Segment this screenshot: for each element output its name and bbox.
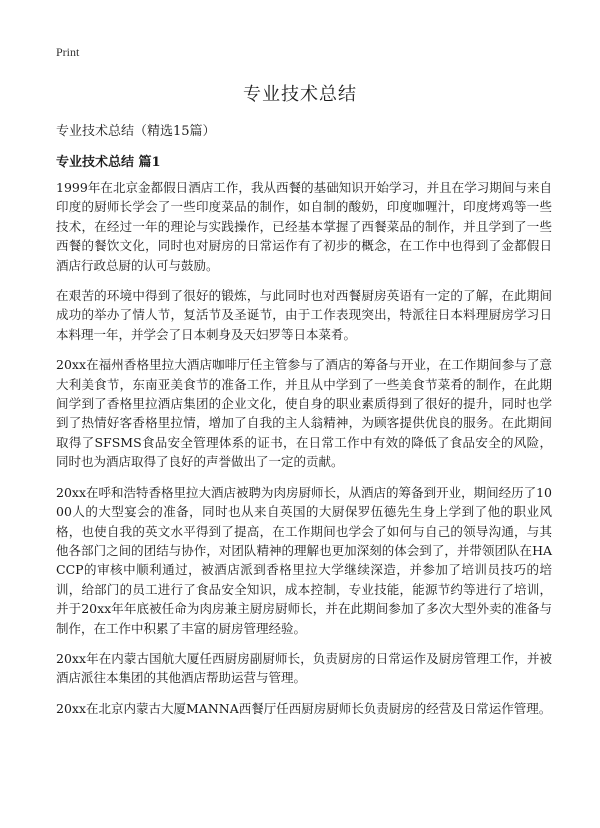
paragraph-1: 1999年在北京金都假日酒店工作，我从西餐的基础知识开始学习，并且在学习期间与来自印度的厨师长学会了一些印度菜品的制作，如自制的酸奶，印度咖喱汁，印度烤鸡等一些技术，在经过一年的理论与实践操作，已经基本掌握了西餐菜品的制作，并且学到了一些西餐的餐饮文化，同时也对厨房的日常运作有了初步的概念，在工作中也得到了金都假日酒店行政总厨的认可与鼓励。 <box>56 180 552 273</box>
document-body <box>56 178 552 729</box>
paragraph-2: 在艰苦的环境中得到了很好的锻炼，与此同时也对西餐厨房英语有一定的了解，在此期间成功的举办了情人节，复活节及圣诞节，由于工作表现突出，特派往日本料理厨房学习日本料理一年，并学会了日本刺身及天妇罗等日本菜肴。 <box>56 288 552 342</box>
document-subtitle: 专业技术总结（精选15篇） <box>56 124 216 139</box>
section-heading: 专业技术总结 篇1 <box>56 155 161 170</box>
paragraph-5: 20xx年在内蒙古国航大厦任西厨房副厨师长，负责厨房的日常运作及厨房管理工作，并被酒店派往本集团的其他酒店帮助运营与管理。 <box>56 650 552 686</box>
paragraph-4: 20xx在呼和浩特香格里拉大酒店被聘为肉房厨师长，从酒店的筹备到开业，期间经历了1000人的大型宴会的准备，同时也从来自英国的大厨保罗伍德先生身上学到了他的职业风格，也使自我的英文水平得到了提高，在工作期间也学会了如何与自己的领导沟通，与其他各部门之间的团结与协作，对团队精神的理解也更加深刻的体会到了，并带领团队在HACCP的审核中顺利通过，被酒店派到香格里拉大学继续深造，并参加了培训员技巧的培训，给部门的员工进行了食品安全知识，成本控制，专业技能，能源节约等进行了培训，并于20xx年年底被任命为肉房兼主厨房厨师长，并在此期间参加了多次大型外卖的准备与制作，在工作中积累了丰富的厨房管理经验。 <box>56 484 552 636</box>
paragraph-3: 20xx在福州香格里拉大酒店咖啡厅任主管参与了酒店的筹备与开业，在工作期间参与了意大利美食节，东南亚美食节的准备工作，并且从中学到了一些美食节菜肴的制作，在此期间学到了香格里拉酒店集团的企业文化，使自身的职业素质得到了很好的提升，同时也学到了热情好客香格里拉情，增加了自我的主人翁精神，为顾客提供优良的服务。在此期间取得了SFSMS食品安全管理体系的证书，在日常工作中有效的降低了食品安全的风险，同时也为酒店取得了良好的声誉做出了一定的贡献。 <box>56 357 552 470</box>
page-title: 专业技术总结 <box>243 84 357 105</box>
print-label: Print <box>56 45 80 59</box>
paragraph-6: 20xx在北京内蒙古大厦MANNA西餐厅任西厨房厨师长负责厨房的经营及日常运作管理。 <box>56 700 552 716</box>
